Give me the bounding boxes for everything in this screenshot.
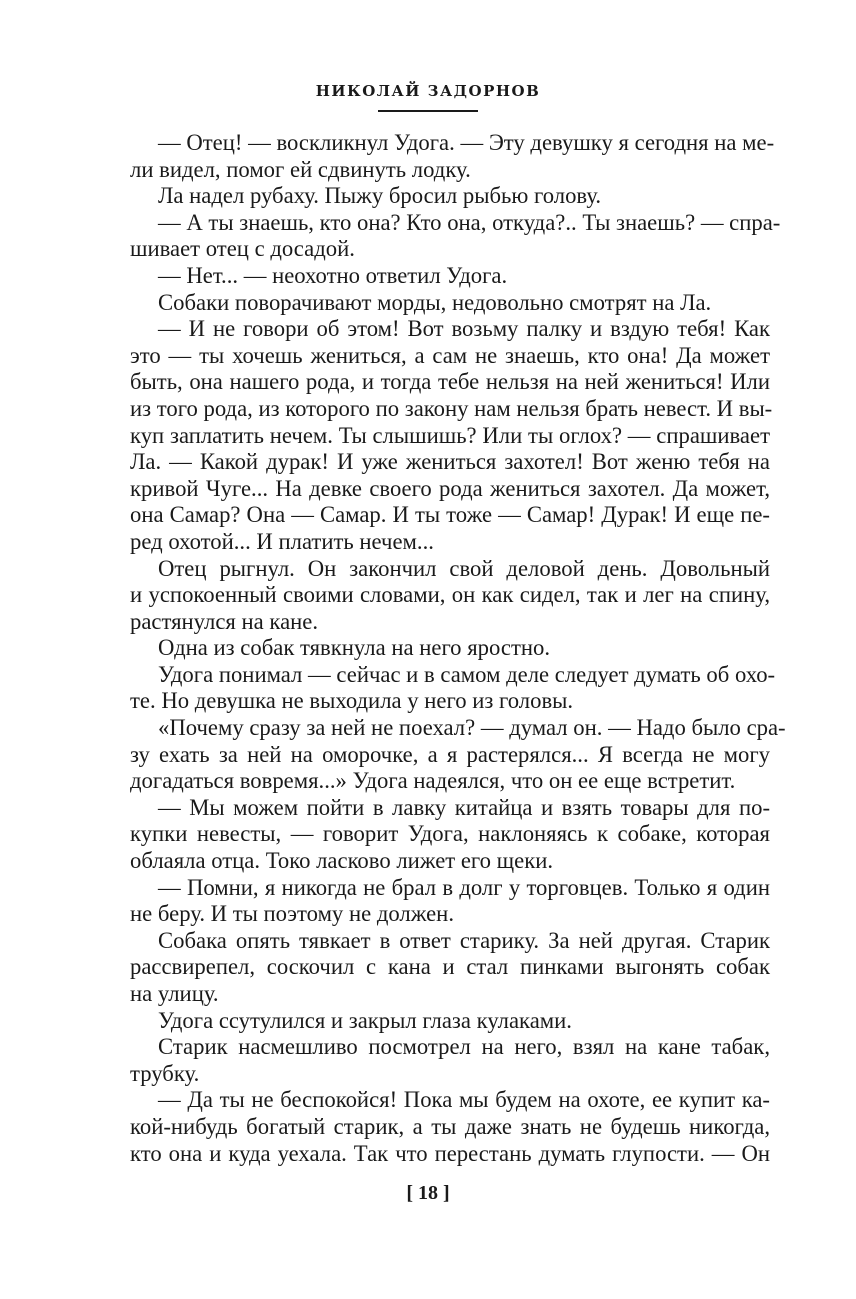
text-line: зу ехать за ней на оморочке, а я растерялся... Я всегда не могу — [130, 741, 770, 767]
text-line: те. Но девушка не выходила у него из головы. — [130, 688, 574, 714]
text-line: она Самар? Она — Самар. И ты тоже — Самар! Дурак! И еще пе- — [130, 502, 770, 528]
text-line: облаяла отца. Токо ласково лижет его щеки. — [130, 848, 554, 874]
text-line: и успокоенный своими словами, он как сидел, так и лег на спину, — [130, 582, 770, 608]
text-line: — Нет... — неохотно ответил Удога. — [158, 262, 508, 288]
text-line: кривой Чуге... На девке своего рода жениться захотел. Да может, — [130, 475, 770, 501]
text-line: Собаки поворачивают морды, недовольно смотрят на Ла. — [158, 289, 712, 315]
text-line: «Почему сразу за ней не поехал? — думал он. — Надо было сра- — [158, 715, 786, 741]
text-line: Ла надел рубаху. Пыжу бросил рыбью голову. — [158, 183, 602, 209]
header-rule — [378, 110, 478, 112]
running-head-author: НИКОЛАЙ ЗАДОРНОВ — [315, 82, 541, 100]
text-line: Ла. — Какой дурак! И уже жениться захотел! Вот женю тебя на — [130, 449, 770, 475]
text-line: — И не говори об этом! Вот возьму палку и вздую тебя! Как — [158, 316, 770, 342]
text-line: Одна из собак тявкнула на него яростно. — [158, 635, 551, 661]
text-line: — А ты знаешь, кто она? Кто она, откуда?.. Ты знаешь? — спра- — [158, 209, 781, 235]
text-line: Собака опять тявкает в ответ старику. За ней другая. Старик — [158, 927, 770, 953]
text-line: купки невесты, — говорит Удога, наклоняясь к собаке, которая — [130, 821, 770, 847]
text-line: не беру. И ты поэтому не должен. — [130, 901, 454, 927]
text-line: Отец рыгнул. Он закончил свой деловой день. Довольный — [158, 555, 770, 581]
text-line: Старик насмешливо посмотрел на него, взял на кане табак, — [158, 1034, 770, 1060]
text-line: — Да ты не беспокойся! Пока мы будем на охоте, ее купит ка- — [158, 1087, 770, 1113]
text-line: ред охотой... И платить нечем... — [130, 528, 434, 554]
text-line: шивает отец с досадой. — [130, 236, 355, 262]
text-line: куп заплатить нечем. Ты слышишь? Или ты оглох? — спрашивает — [130, 422, 770, 448]
text-line: Удога понимал — сейчас и в самом деле следует думать об охо- — [158, 661, 776, 687]
text-line: кой-нибудь богатый старик, а ты даже знать не будешь никогда, — [130, 1113, 770, 1139]
body-text — [130, 130, 786, 1167]
text-line: быть, она нашего рода, и тогда тебе нельзя на ней жениться! Или — [130, 369, 770, 395]
text-line: из того рода, из которого по закону нам нельзя брать невест. И вы- — [130, 395, 773, 421]
text-line: кто она и куда уехала. Так что перестань думать глупости. — Он — [130, 1140, 770, 1166]
text-line: рассвирепел, соскочил с кана и стал пинками выгонять собак — [130, 954, 770, 980]
page-number: [ 18 ] — [406, 1182, 450, 1204]
text-line: Удога ссутулился и закрыл глаза кулаками. — [158, 1007, 572, 1033]
text-line: ли видел, помог ей сдвинуть лодку. — [130, 156, 471, 182]
text-line: на улицу. — [130, 981, 219, 1006]
text-line: растянулся на кане. — [130, 608, 319, 634]
text-line: — Мы можем пойти в лавку китайца и взять товары для по- — [158, 794, 770, 820]
text-line: это — ты хочешь жениться, а сам не знаешь, кто она! Да может — [130, 342, 770, 368]
text-line: — Помни, я никогда не брал в долг у торговцев. Только я один — [158, 874, 770, 900]
text-line: — Отец! — воскликнул Удога. — Эту девушку я сегодня на ме- — [158, 130, 775, 155]
text-line: догадаться вовремя...» Удога надеялся, что он ее еще встретит. — [130, 768, 736, 794]
text-line: трубку. — [130, 1060, 200, 1086]
